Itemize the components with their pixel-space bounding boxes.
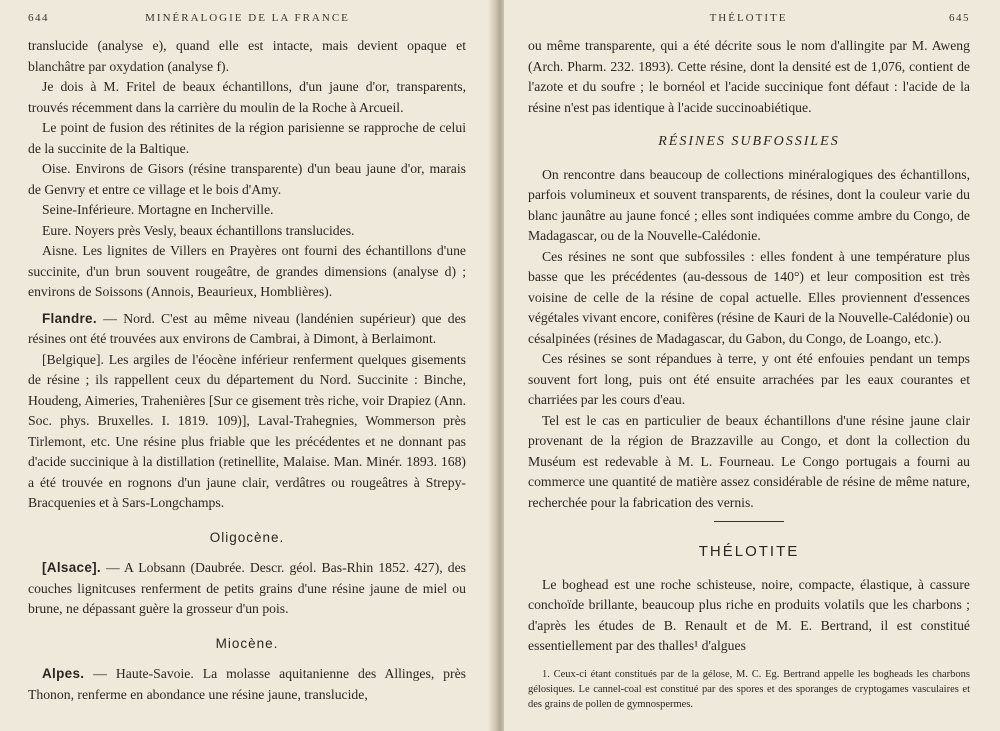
footnote <box>528 667 970 712</box>
mineral-title: THÉLOTITE <box>698 543 800 560</box>
paragraph-alpes <box>28 664 466 705</box>
paragraph: Ces résines se sont répandues à terre, y ont été enfouies pendant un temps souvent fort long, puis ont été ensuite arrachées par les eaux courantes et charriées par les cours d'eau. <box>528 351 970 407</box>
right-page-header <box>528 12 970 36</box>
section-heading: RÉSINES SUBFOSSILES <box>658 134 840 149</box>
region-text: — Nord. C'est au même niveau (landénien supérieur) que des résines ont été trouvées aux environs de Cambrai, à Dimont, à Berlaimont. <box>28 310 466 346</box>
paragraph-alsace <box>28 558 466 620</box>
paragraph-flandre <box>28 309 466 350</box>
left-page-body <box>28 36 466 705</box>
page-number: 644 <box>28 12 49 24</box>
right-page-body <box>528 36 970 712</box>
paragraph: Ces résines ne sont que subfossiles : elles fondent à une température plus basse que les précédentes (au-dessous de 140°) et leur composition est très voisine de celle de la résine de copal actuelle. Elles proviennent d'essences végétales vivant encore, conifères (résine de Kauri de la Nouvelle-Calédonie) ou césalpinées (résines de Madagascar, du Gabon, du Congo, de Loango, etc.). <box>528 248 970 346</box>
running-title: THÉLOTITE <box>709 12 788 24</box>
region-label: Alpes. <box>42 666 85 681</box>
region-text: — A Lobsann (Daubrée. Descr. géol. Bas-Rhin 1852. 427), des couches lignitcuses renferment de petits grains d'une résine jaune de miel ou brune, ne dépassant guère la grosseur d'un pois. <box>28 560 466 616</box>
running-title: MINÉRALOGIE DE LA FRANCE <box>145 12 350 24</box>
paragraph: ou même transparente, qui a été décrite sous le nom d'allingite par M. Aweng (Arch. Pharm. 232. 1893). Cette résine, dont la densité est de 1,076, contient de l'azote et du soufre ; le bornéol et l'acide succinique font défaut : l'acide de la résine n'est pas identique à l'acide succinoabiétique. <box>528 38 970 115</box>
paragraph: Je dois à M. Fritel de beaux échantillons, d'un jaune d'or, transparents, trouvés récemment dans la carrière du moulin de la Roche à Arcueil. <box>28 79 466 115</box>
section-divider <box>714 521 784 522</box>
paragraph: Le boghead est une roche schisteuse, noire, compacte, élastique, à cassure conchoïde brillante, beaucoup plus riche en produits volatils que les charbons ; d'après les études de B. Renault et de M. E. Bertrand, il est constitué essentiellement par des thalles¹ d'algues <box>528 576 970 653</box>
paragraph: [Belgique]. Les argiles de l'éocène inférieur renferment quelques gisements de résine ; ils rappellent ceux du département du Nord. Succinite : Binche, Houdeng, Aimeries, Trahenières [Sur ce gisement très riche, voir Drapiez (Ann. Soc. phys. Bruxelles. I. 1819. 109)], Laval-Trahegnies, Wommerson près Tirlemont, etc. Une résine plus friable que les précédentes et ne donnant pas d'acide succinique à la distillation (retinellite, Malaise. Man. Minér. 1893. 168) a été trouvée en rognons d'un jaune clair, verdâtres ou rougeâtres à Strepy-Bracquenies et à Sars-Longchamps. <box>28 351 466 510</box>
region-text: — Haute-Savoie. La molasse aquitanienne des Allinges, près Thonon, renferme en abondance une résine jaune, translucide, <box>28 666 466 702</box>
region-label: [Alsace]. <box>42 560 101 575</box>
paragraph: Le point de fusion des rétinites de la région parisienne se rapproche de celui de la succinite de la Baltique. <box>28 120 466 156</box>
paragraph: Oise. Environs de Gisors (résine transparente) d'un beau jaune d'or, marais de Genvry et entre ce village et le bois d'Amy. <box>28 161 466 197</box>
left-page <box>0 0 496 731</box>
footnote-text: 1. Ceux-ci étant constitués par de la gélose, M. C. Eg. Bertrand appelle les bogheads les charbons gélosiques. Le cannel-coal est constitué par des spores et des sporanges de cryptogames vasculaires et des grains de pollen de gymnospermes. <box>528 668 970 710</box>
left-page-header <box>28 12 466 36</box>
paragraph: translucide (analyse e), quand elle est intacte, mais devient opaque et blanchâtre par oxydation (analyse f). <box>28 38 466 74</box>
right-page <box>504 0 1000 731</box>
section-heading: Miocène. <box>215 635 279 651</box>
paragraph: Aisne. Les lignites de Villers en Prayères ont fourni des échantillons d'une succinite, d'un brun souvent rougeâtre, de grandes dimensions (analyse d) ; environs de Soissons (Annois, Beaurieux, Homblières). <box>28 243 466 299</box>
section-heading: Oligocène. <box>209 529 285 545</box>
paragraph: On rencontre dans beaucoup de collections minéralogiques des échantillons, parfois volumineux et souvent transparents, de résines, dont la couleur varie du blanc jaunâtre au jaune foncé ; elles sont indiquées comme ambre du Congo, de Madagascar, ou de la Nouvelle-Calédonie. <box>528 166 970 243</box>
paragraph: Tel est le cas en particulier de beaux échantillons d'une résine jaune clair provenant de la région de Brazzaville au Congo, et dont la collection du Muséum est redevable à M. L. Fourneau. Le Congo portugais a fourni au commerce une quantité de matière assez considérable de résine de même nature, recherchée pour la fabrication des vernis. <box>528 412 970 510</box>
paragraph: Eure. Noyers près Vesly, beaux échantillons translucides. <box>42 222 355 238</box>
paragraph: Seine-Inférieure. Mortagne en Incherville. <box>42 202 274 217</box>
region-label: Flandre. <box>42 310 97 326</box>
page-number: 645 <box>949 12 970 24</box>
